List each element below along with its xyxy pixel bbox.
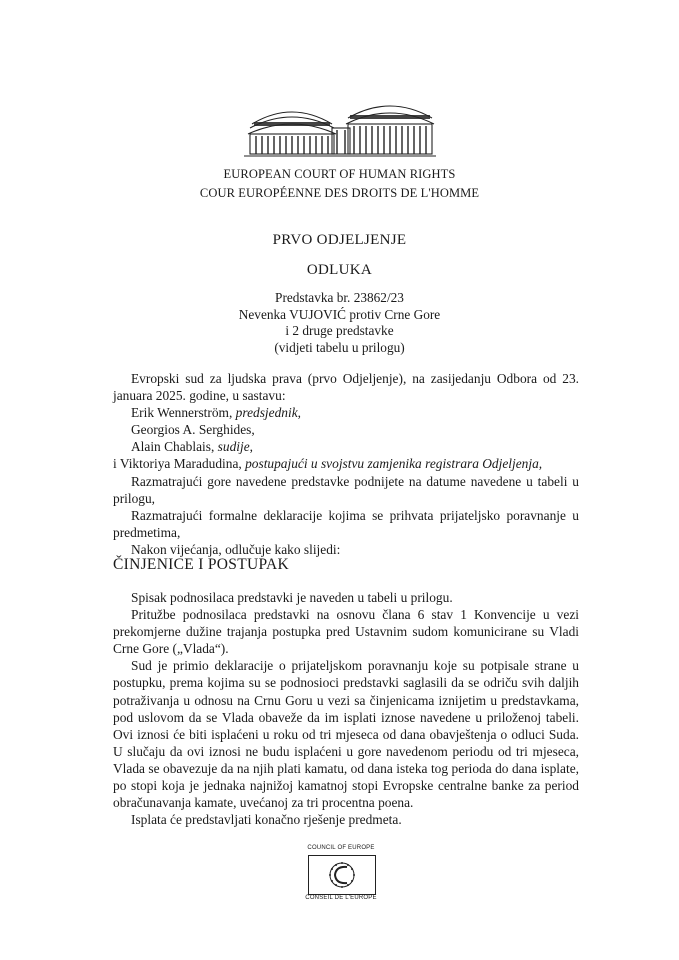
case-note: (vidjeti tabelu u prilogu) — [274, 339, 405, 355]
facts-paragraph-1: Spisak podnosilaca predstavki je naveden u tabeli u prilogu. — [131, 590, 453, 605]
facts-paragraph-2: Pritužbe podnosilaca predstavki na osnovu člana 6 stav 1 Konvencije u vezi prekomjerne dužine trajanja postupka pred Ustavnim sudom komunicirane su Vladi Crne Gore („Vlada“). — [113, 607, 579, 657]
facts-heading: ČINJENICE I POSTUPAK — [113, 556, 289, 573]
council-of-europe-logo — [308, 855, 376, 895]
judge-role: sudije — [217, 439, 250, 455]
registrar-line — [113, 455, 579, 472]
court-name-english: EUROPEAN COURT OF HUMAN RIGHTS — [223, 167, 456, 181]
intro-block — [113, 370, 579, 558]
coe-label-english: COUNCIL OF EUROPE — [307, 845, 375, 851]
facts-block — [113, 589, 579, 828]
registrar-name: i Viktoriya Maradudina, — [113, 456, 246, 472]
judge-name: Alain Chablais, — [131, 439, 218, 455]
facts-paragraph-4: Isplata će predstavljati konačno rješenje predmeta. — [131, 812, 402, 828]
judge-line-1 — [113, 404, 579, 421]
court-building-logo — [244, 98, 436, 162]
registrar-role: postupajući u svojstvu zamjenika registrara Odjeljenja, — [245, 456, 543, 472]
punctuation: , — [297, 405, 302, 421]
decision-title: ODLUKA — [306, 262, 373, 278]
deliberation-paragraph: Nakon vijećanja, odlučuje kako slijedi: — [131, 541, 341, 557]
judge-line-3 — [113, 438, 579, 455]
judge-line-2: Georgios A. Serghides, — [131, 422, 255, 438]
facts-paragraph-3: Sud je primio deklaracije o prijateljskom poravnanju koje su potpisale strane u postupku, prema kojima su se podnosioci predstavki saglasili da se odriču svih daljih potraživanja u odnosu na Crnu Goru u vezi sa činjenicama iznijetim u predstavkama, pod uslovom da se Vlada obaveže da im isplati iznose navedene u priloženoj tabeli. Ovi iznosi će biti isplaćeni u roku od tri mjeseca od dana obavještenja o odluci Suda. U slučaju da ovi iznosi ne budu isplaćeni u gore navedenom periodu od tri mjeseca, Vlada se obavezuje da na njih plati kamatu, od dana isteka tog perioda do dana isplate, po stopi koja je jednaka najnižoj kamatnoj stopi Evropske centralne banke za period obračunavanja kamate, uvećanoj za tri procentna poena. — [113, 658, 579, 811]
judge-role: predsjednik — [235, 405, 298, 421]
application-number: Predstavka br. 23862/23 — [275, 290, 404, 305]
case-extra: i 2 druge predstavke — [285, 323, 394, 339]
considering-paragraph-1: Razmatrajući gore navedene predstavke podnijete na datume navedene u tabeli u prilogu, — [113, 473, 579, 506]
coe-emblem-icon — [309, 856, 375, 894]
court-name-french: COUR EUROPÉENNE DES DROITS DE L'HOMME — [199, 186, 480, 200]
case-info — [0, 290, 679, 356]
opening-paragraph: Evropski sud za ljudska prava (prvo Odjeljenje), na zasijedanju Odbora od 23. januara 2025. godine, u sastavu: — [113, 371, 579, 404]
section-title: PRVO ODJELJENJE — [272, 232, 407, 248]
judge-name: Erik Wennerström, — [131, 405, 236, 421]
coe-label-french: CONSEIL DE L'EUROPE — [305, 895, 377, 901]
case-title: Nevenka VUJOVIĆ protiv Crne Gore — [238, 306, 441, 322]
punctuation: , — [249, 439, 254, 455]
considering-paragraph-2: Razmatrajući formalne deklaracije kojima se prihvata prijateljsko poravnanje u predmetima, — [113, 507, 579, 540]
